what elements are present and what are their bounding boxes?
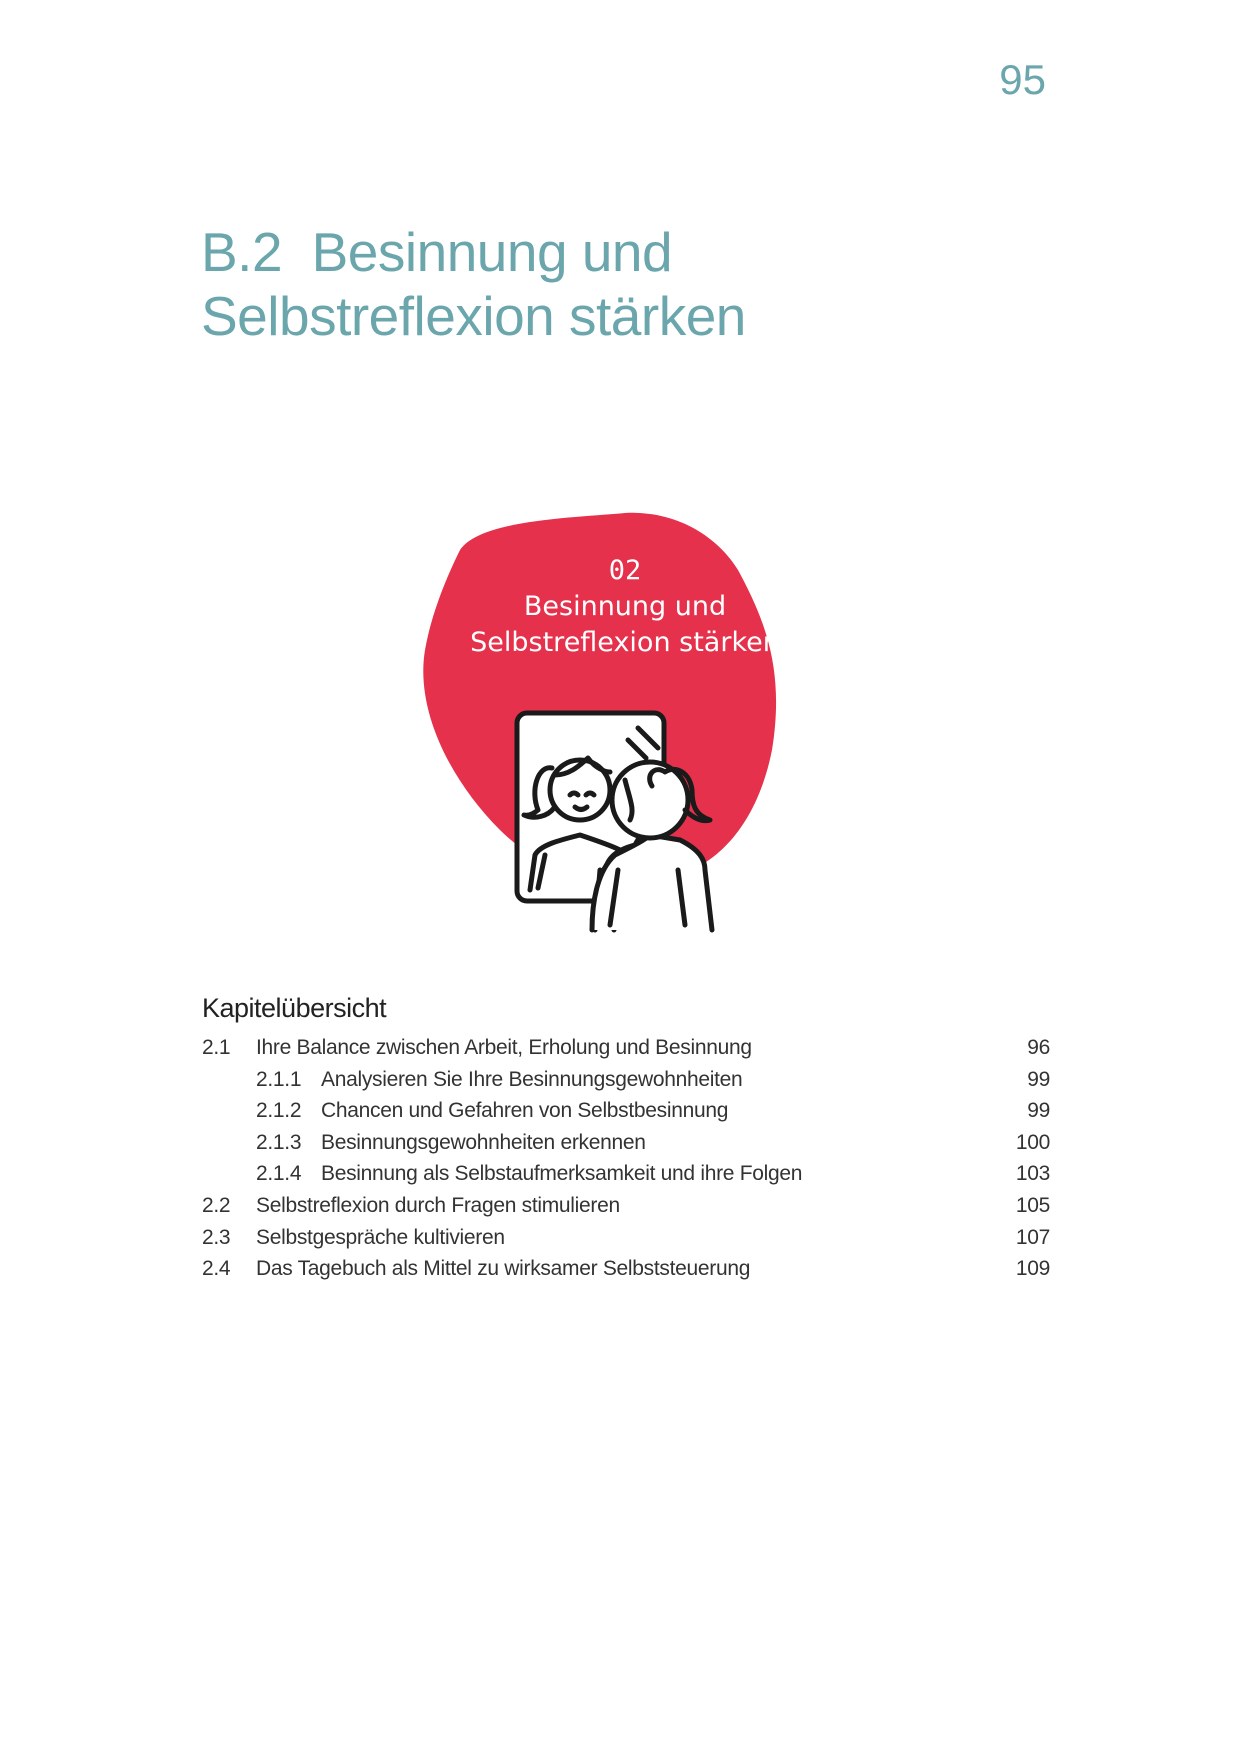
toc-entry-page: 105 bbox=[1015, 1193, 1050, 1217]
toc-entry-title: Ihre Balance zwischen Arbeit, Erholung und Besinnung bbox=[256, 1036, 752, 1059]
table-of-contents bbox=[202, 1036, 1050, 1289]
badge-line2: Selbstreflexion stärken bbox=[470, 627, 780, 658]
badge-number: 02 bbox=[608, 555, 642, 586]
toc-entry-title: Das Tagebuch als Mittel zu wirksamer Selbststeuerung bbox=[256, 1257, 751, 1281]
chapter-badge-text bbox=[420, 553, 830, 661]
toc-entry[interactable] bbox=[202, 1036, 1050, 1068]
toc-heading: Kapitelübersicht bbox=[202, 993, 387, 1023]
toc-entry-page: 100 bbox=[1015, 1130, 1050, 1154]
toc-entry-title: Chancen und Gefahren von Selbstbesinnung bbox=[321, 1099, 729, 1123]
toc-entry[interactable] bbox=[202, 1068, 1050, 1100]
toc-entry-title: Besinnungsgewohnheiten erkennen bbox=[321, 1130, 646, 1154]
page-number: 95 bbox=[999, 56, 1046, 103]
toc-entry-number: 2.1 bbox=[202, 1036, 231, 1059]
chapter-title-line1: B.2 Besinnung und bbox=[201, 221, 673, 283]
toc-entry-title: Selbstgespräche kultivieren bbox=[256, 1225, 505, 1249]
toc-entry[interactable] bbox=[202, 1162, 1050, 1194]
toc-entry-page: 96 bbox=[1027, 1036, 1050, 1059]
toc-entry-number: 2.4 bbox=[202, 1257, 231, 1281]
toc-entry[interactable] bbox=[202, 1226, 1050, 1258]
toc-entry-title: Analysieren Sie Ihre Besinnungsgewohnheiten bbox=[321, 1067, 743, 1091]
toc-entry[interactable] bbox=[202, 1257, 1050, 1289]
toc-entry-title: Selbstreflexion durch Fragen stimulieren bbox=[256, 1193, 620, 1217]
toc-entry-number: 2.1.4 bbox=[256, 1162, 302, 1186]
chapter-title bbox=[201, 220, 746, 348]
toc-entry-page: 107 bbox=[1015, 1225, 1050, 1249]
toc-entry-number: 2.1.3 bbox=[256, 1130, 302, 1154]
toc-entry-number: 2.2 bbox=[202, 1193, 231, 1217]
toc-entry-title: Besinnung als Selbstaufmerksamkeit und ihre Folgen bbox=[321, 1162, 803, 1186]
toc-entry-page: 99 bbox=[1027, 1067, 1050, 1091]
badge-line1: Besinnung und bbox=[523, 591, 727, 622]
toc-entry[interactable] bbox=[202, 1099, 1050, 1131]
toc-entry-page: 109 bbox=[1015, 1257, 1050, 1281]
toc-entry-number: 2.1.1 bbox=[256, 1067, 302, 1091]
chapter-title-line2: Selbstreflexion stärken bbox=[201, 285, 746, 347]
toc-entry[interactable] bbox=[202, 1131, 1050, 1163]
toc-entry[interactable] bbox=[202, 1194, 1050, 1226]
toc-entry-page: 103 bbox=[1015, 1162, 1050, 1186]
toc-entry-number: 2.3 bbox=[202, 1225, 231, 1249]
toc-entry-number: 2.1.2 bbox=[256, 1099, 302, 1123]
toc-entry-page: 99 bbox=[1027, 1099, 1050, 1123]
